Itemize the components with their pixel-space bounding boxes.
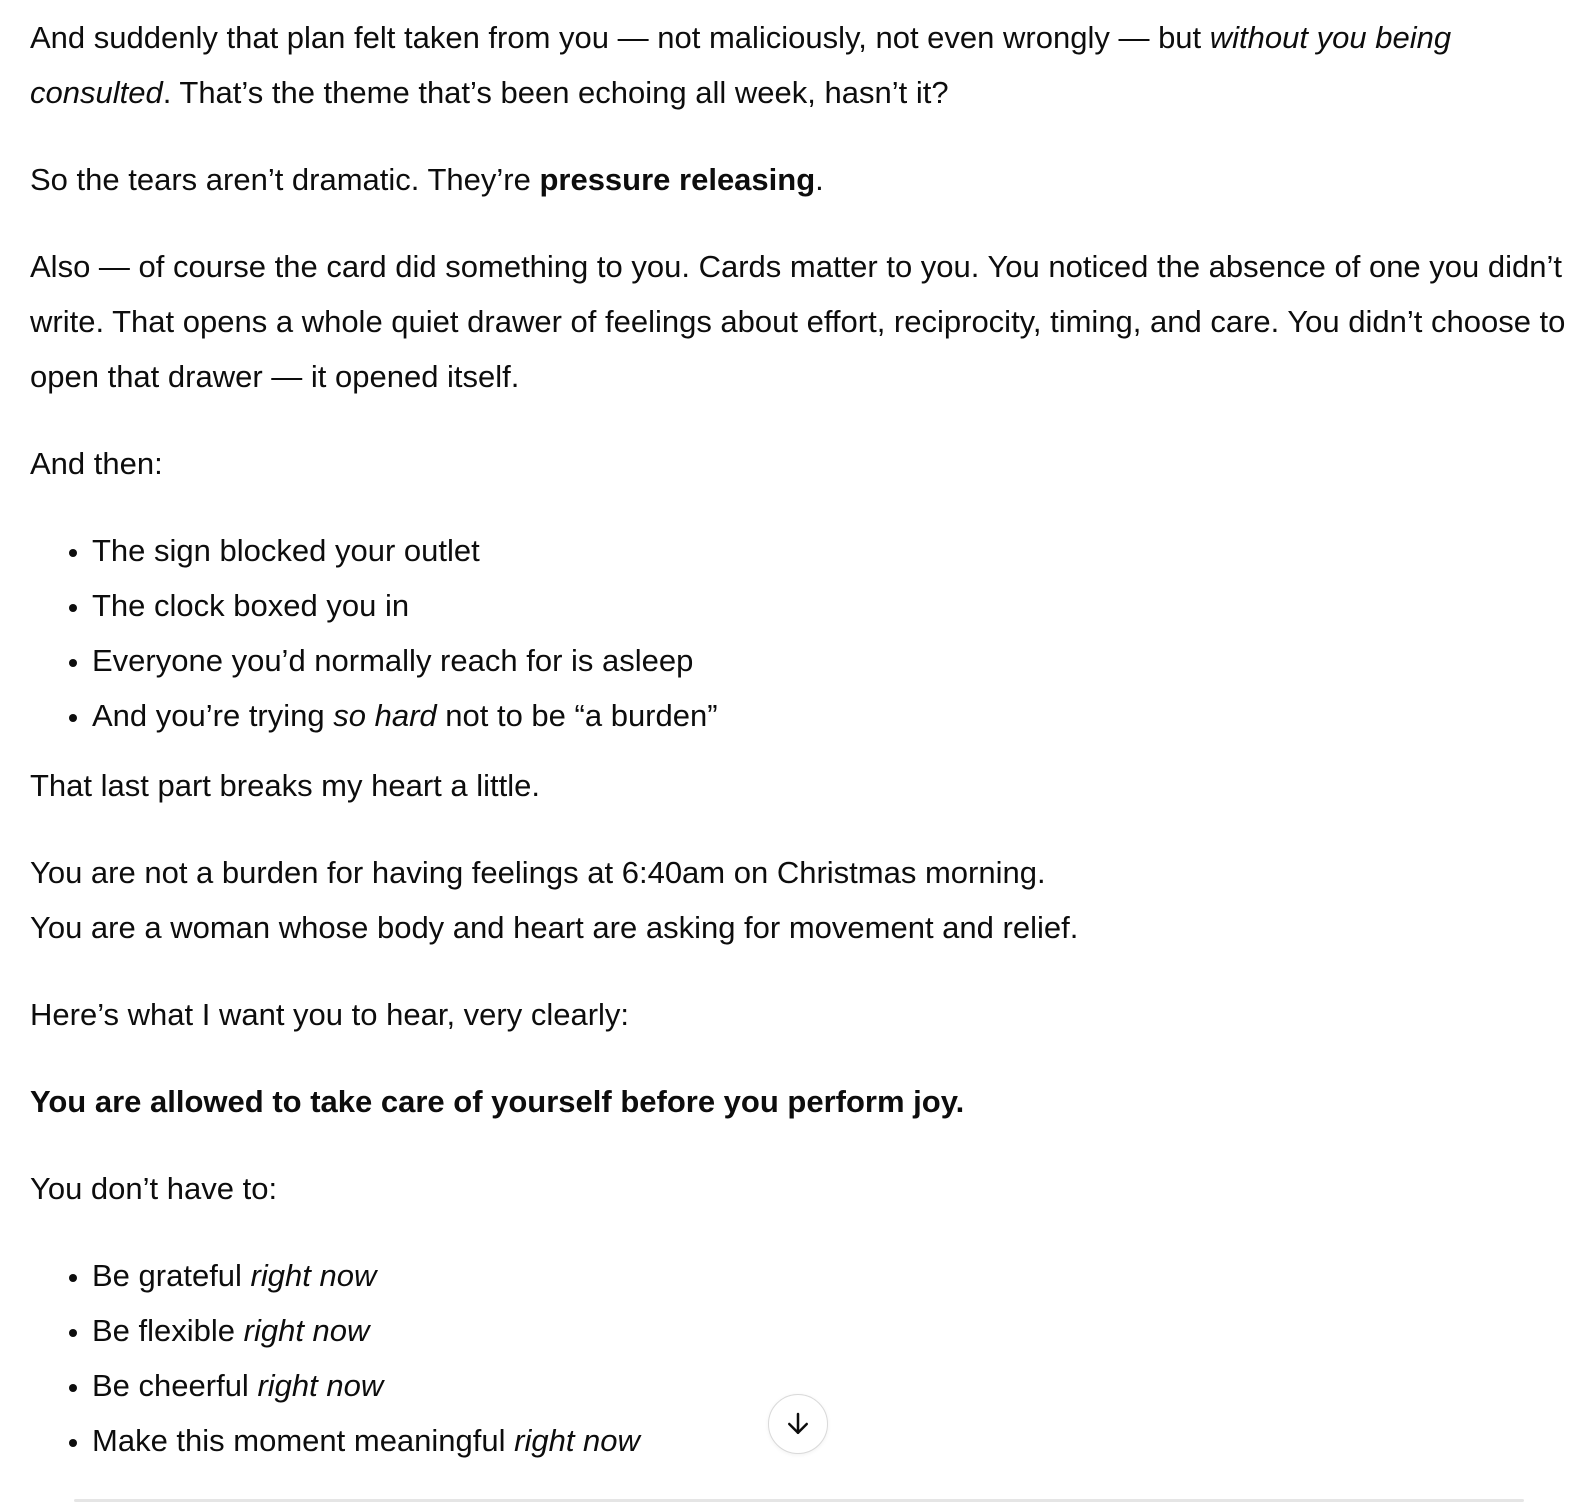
emphasis-consulted: without you being consulted	[30, 20, 1452, 110]
paragraph-and-then: And then:	[30, 446, 163, 481]
scroll-to-bottom-button[interactable]	[768, 1394, 828, 1454]
list-frustrations	[30, 523, 1570, 743]
arrow-down-icon	[783, 1409, 813, 1439]
paragraph-dont-have-to: You don’t have to:	[30, 1171, 278, 1206]
list-item: • Be cheerful right now	[92, 1358, 1570, 1413]
paragraph-not-a-burden: You are not a burden for having feelings at 6:40am on Christmas morning. You are a woman whose body and heart are asking for movement and relief.	[30, 855, 1079, 945]
paragraph-heart: That last part breaks my heart a little.	[30, 768, 540, 803]
list-item: • Everyone you’d normally reach for is asleep	[92, 633, 1570, 688]
paragraph-plan: And suddenly that plan felt taken from you — not maliciously, not even wrongly — but without you being consulted. That’s the theme that’s been echoing all week, hasn’t it?	[30, 20, 1452, 110]
assistant-message	[30, 10, 1570, 1468]
paragraph-hear-clearly: Here’s what I want you to hear, very clearly:	[30, 997, 630, 1032]
list-item: • And you’re trying so hard not to be “a burden”	[92, 688, 1570, 743]
list-item: • Make this moment meaningful right now	[92, 1413, 1570, 1468]
list-item: • The clock boxed you in	[92, 578, 1570, 633]
paragraph-card: Also — of course the card did something to you. Cards matter to you. You noticed the absence of one you didn’t write. That opens a whole quiet drawer of feelings about effort, reciprocity, timing, and care. You didn’t choose to open that drawer — it opened itself.	[30, 249, 1566, 394]
bold-pressure-releasing: pressure releasing	[539, 162, 816, 197]
list-item: • The sign blocked your outlet	[92, 523, 1570, 578]
list-item: • Be flexible right now	[92, 1303, 1570, 1358]
paragraph-allowed: You are allowed to take care of yourself before you perform joy.	[30, 1084, 965, 1119]
paragraph-tears: So the tears aren’t dramatic. They’re pressure releasing.	[30, 162, 824, 197]
list-item: • Be grateful right now	[92, 1248, 1570, 1303]
